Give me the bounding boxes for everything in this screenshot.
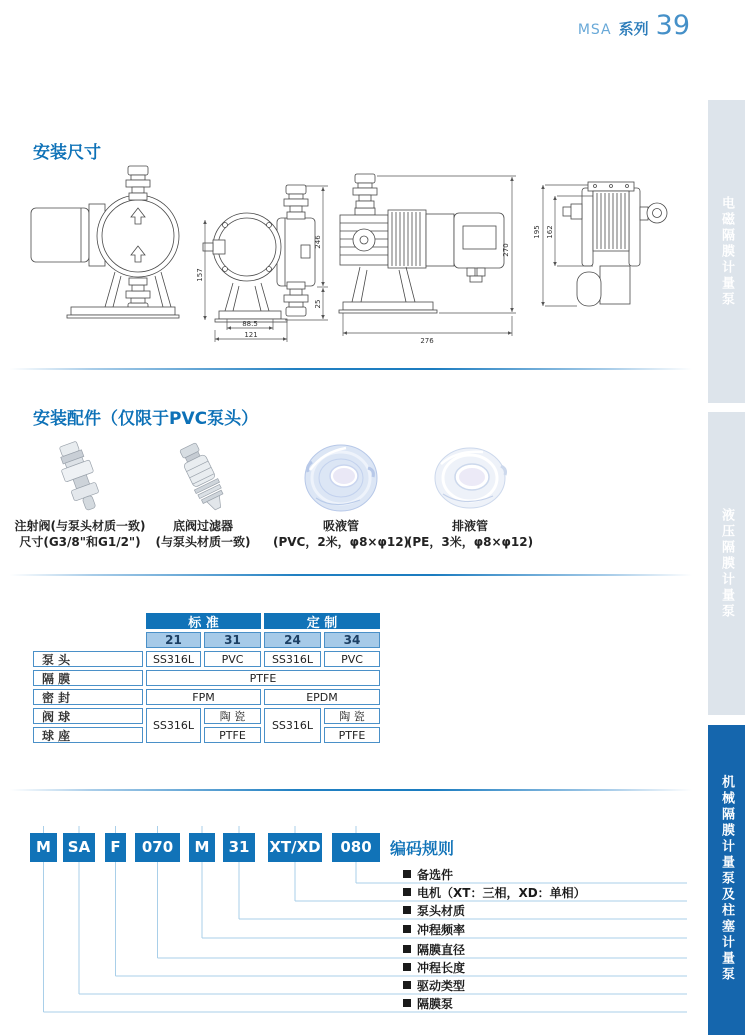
cell-pump-head-31: PVC [204,651,261,667]
code-block-31: 31 [223,833,255,862]
injection-valve-caption-line1: 注射阀(与泵头材质一致) [14,519,146,533]
cell-pump-head-21: SS316L [146,651,201,667]
square-bullet-icon [403,963,411,971]
square-bullet-icon [403,888,411,896]
dim-rear-body-height: 162 [546,225,554,239]
sidebar-tab-mechanical-diaphragm-plunger-pump: 机械隔膜计量泵及柱塞计量泵 [708,725,745,1035]
sidebar-tab-hydraulic-diaphragm-pump: 液压隔膜计量泵 [708,412,745,715]
pump-front-view-drawing [203,185,315,322]
suction-tube-caption-line2: (PVC，2米，φ8×φ12) [272,535,410,549]
accessories-section-title: 安装配件（仅限于PVC泵头） [33,409,259,429]
square-bullet-icon [403,906,411,914]
coding-label-diaphragm-diameter: 隔膜直径 [403,941,465,957]
dimensions-section-title: 安装尺寸 [33,143,101,163]
dim-total-height: 270 [502,243,510,257]
code-block-080: 080 [332,833,380,862]
suction-tube-caption-line1: 吸液管 [322,519,359,533]
cell-seal-custom: EPDM [264,689,380,705]
coding-label-head-material: 泵头材质 [403,902,465,918]
dim-base-width-inner: 88.5 [242,320,258,328]
square-bullet-icon [403,999,411,1007]
section-divider [10,368,692,370]
page-number: 39 [655,10,690,41]
table-group-header-standard: 标 准 [146,613,261,629]
table-col-header-21: 21 [146,632,201,648]
square-bullet-icon [403,945,411,953]
pump-side-view-drawing [31,166,179,318]
injection-valve-caption-line2: 尺寸(G3/8"和G1/2") [19,535,141,549]
materials-table [33,613,380,743]
drain-tube-caption-line2: (PE，3米，φ8×φ12) [406,535,534,549]
foot-valve-filter-icon [163,438,243,518]
dim-total-length: 276 [420,337,434,345]
cell-valve-ball-31: 陶 瓷 [204,708,261,724]
square-bullet-icon [403,981,411,989]
cell-pump-head-34: PVC [324,651,380,667]
code-block-f: F [105,833,126,862]
cell-ball-seat-34: PTFE [324,727,380,743]
cell-valve-ball-seat-24: SS316L [264,708,321,743]
coding-label-options: 备选件 [403,866,453,882]
series-suffix: 系列 [618,20,649,38]
cell-ball-seat-31: PTFE [204,727,261,743]
code-block-m2: M [189,833,215,862]
code-block-xtxd: XT/XD [268,833,322,862]
sidebar-tab-solenoid-diaphragm-pump: 电磁隔膜计量泵 [708,100,745,403]
section-divider [10,574,692,576]
coding-label-drive-type: 驱动类型 [403,977,465,993]
table-col-header-31: 31 [204,632,261,648]
pump-motor-side-drawing [339,174,504,313]
row-label-ball-seat: 球 座 [33,727,143,743]
pump-dimension-drawings [15,160,695,370]
table-col-header-34: 34 [324,632,380,648]
cell-valve-ball-seat-21: SS316L [146,708,201,743]
dim-front-total-height: 157 [196,268,204,282]
row-label-diaphragm: 隔 膜 [33,670,143,686]
row-label-pump-head: 泵 头 [33,651,143,667]
coding-rules-title: 编码规则 [390,839,455,858]
square-bullet-icon [403,870,411,878]
drain-tube-image [385,438,555,518]
coding-label-motor: 电机（XT：三相，XD：单相） [403,884,586,900]
dim-rear-total-height: 195 [533,225,541,239]
series-name: MSA [577,22,612,38]
cell-valve-ball-34: 陶 瓷 [324,708,380,724]
foot-valve-filter-caption-line2: (与泵头材质一致) [155,535,251,549]
coding-label-stroke-frequency: 冲程频率 [403,921,465,937]
dim-side-height: 246 [314,235,322,249]
coding-label-diaphragm-pump: 隔膜泵 [403,995,453,1011]
code-block-m1: M [30,833,57,862]
cell-diaphragm-all: PTFE [146,670,380,686]
suction-tube-coil-icon [298,440,384,516]
accessory-drain-tube [385,438,555,550]
cell-seal-standard: FPM [146,689,261,705]
section-divider [10,789,692,791]
table-group-header-custom: 定 制 [264,613,380,629]
cell-pump-head-24: SS316L [264,651,321,667]
dim-head-offset: 25 [314,299,322,309]
drain-tube-coil-icon [427,442,513,514]
row-label-valve-ball: 阀 球 [33,708,143,724]
pump-rear-view-drawing [563,182,667,306]
coding-label-stroke-length: 冲程长度 [403,959,465,975]
row-label-seal: 密 封 [33,689,143,705]
dim-base-width-outer: 121 [244,331,258,339]
table-col-header-24: 24 [264,632,321,648]
code-block-sa: SA [63,833,95,862]
coding-rules-section [15,820,690,1032]
code-block-070: 070 [135,833,180,862]
foot-valve-filter-caption-line1: 底阀过滤器 [172,519,233,533]
drain-tube-caption-line1: 排液管 [451,519,488,533]
injection-valve-icon [40,438,120,518]
page-header [578,12,690,39]
square-bullet-icon [403,925,411,933]
